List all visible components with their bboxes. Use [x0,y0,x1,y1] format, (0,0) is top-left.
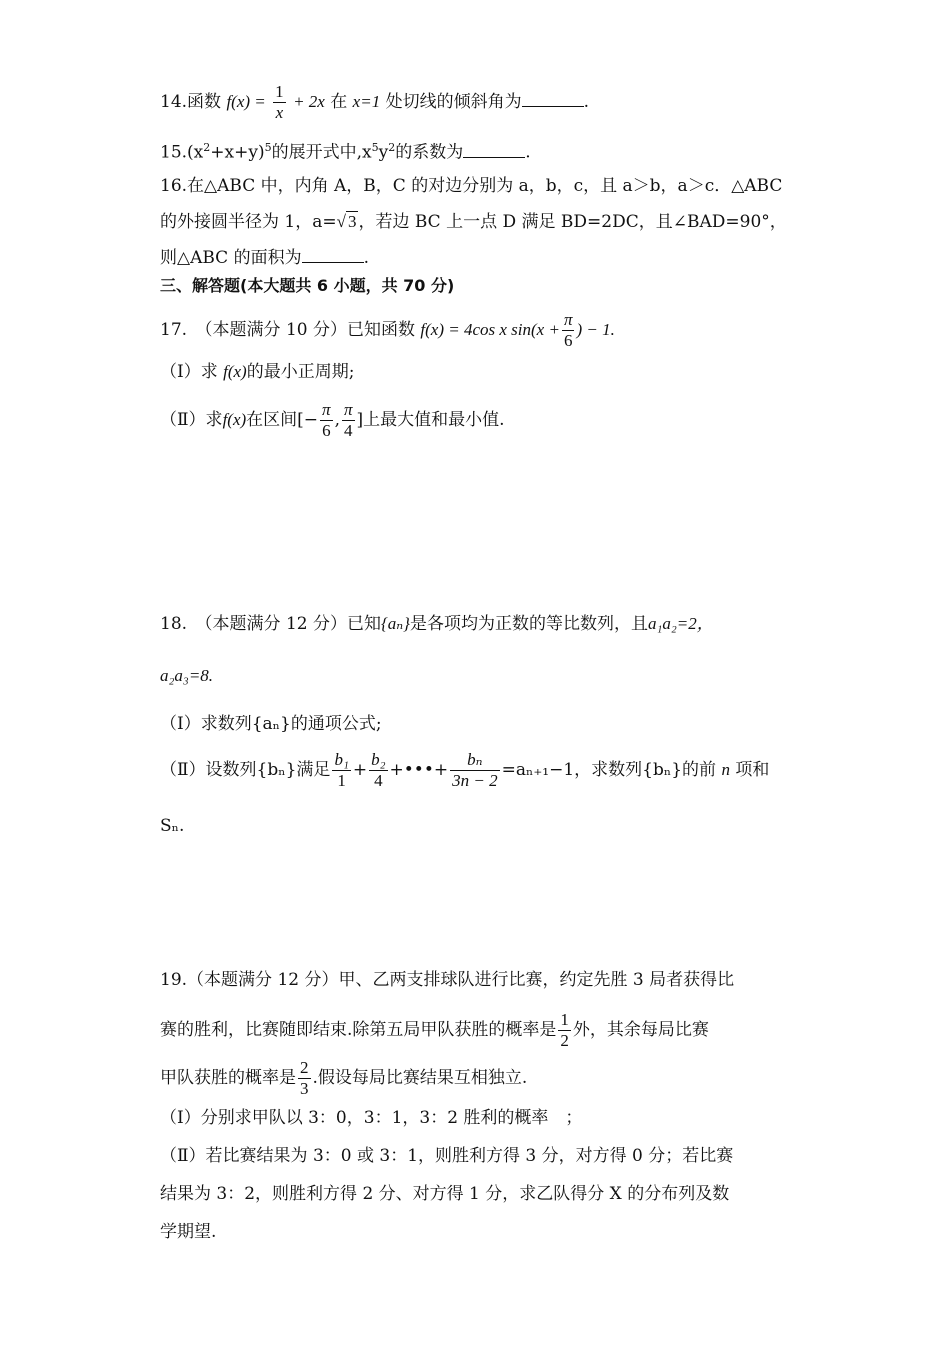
question-18: 18. （本题满分 12 分）已知{aₙ}是各项均为正数的等比数列，且a₁a₂=2， [160,614,714,634]
fraction: $\frac{1}{2}$ [560,1010,569,1050]
question-19-line-3: 甲队获胜的概率是 $\frac{2}{3}$ .假设每局比赛结果互相独立. [160,1058,528,1098]
fraction: $\frac{\pi}{6}$ [322,400,331,440]
question-16-line-2: 的外接圆半径为 1，a=√ 3 ，若边 BC 上一点 D 满足 BD=2DC，且∠BAD=90°， [160,212,787,232]
fraction: $\frac{2}{3}$ [300,1058,309,1098]
question-19-part-2-line-2: 结果为 3：2，则胜利方得 2 分、对方得 1 分，求乙队得分 X 的分布列及数 [160,1184,730,1204]
fraction: $\frac{\pi}{6}$ [563,310,573,350]
section-heading: 三、解答题(本大题共 6 小题，共 70 分) [160,276,455,295]
fraction: $\frac{1}{x}$ [275,82,284,122]
question-18-part-1: （Ⅰ）求数列{aₙ}的通项公式; [160,714,382,734]
answer-blank [522,90,584,107]
question-19-part-1: （Ⅰ）分别求甲队以 3：0，3：1，3：2 胜利的概率 ； [160,1108,583,1128]
question-16-line-3: 则△ABC 的面积为 . [160,248,369,268]
fraction: $\frac{\text{bₙ}}{3n - 2}$ [452,750,498,790]
sqrt: √ 3 [336,212,357,231]
question-18-part-2: （Ⅱ）设数列{bₙ}满足 $\frac{\text{b₁}}{1}$ + $\frac{\text{b₂}}{4}$ +•••+ $\frac{\text{bₙ}}{3n - 2}$ =aₙ₊₁−1，求数列{bₙ}的前 n 项和 [160,750,770,790]
question-17-part-1: （Ⅰ）求 f(x)的最小正周期; [160,362,355,382]
question-19-part-2-line-1: （Ⅱ）若比赛结果为 3：0 或 3：1，则胜利方得 3 分，对方得 0 分；若比赛 [160,1146,734,1166]
question-16-line-1: 16.在△ABC 中，内角 A，B，C 的对边分别为 a，b，c，且 a＞b，a＞c．△ABC [160,176,783,196]
fraction: $\frac{\pi}{4}$ [343,400,353,440]
fraction: $\frac{\text{b₁}}{1}$ [334,750,349,790]
fraction: $\frac{\text{b₂}}{4}$ [371,750,386,790]
answer-blank [463,141,525,158]
question-19-part-2-line-3: 学期望. [160,1222,217,1242]
question-18-line-sn: Sₙ. [160,816,185,836]
question-19-line-1: 19.（本题满分 12 分）甲、乙两支排球队进行比赛，约定先胜 3 局者获得比 [160,970,735,990]
question-17-part-2: （Ⅱ）求f(x)在区间[− $\frac{\pi}{6}$ , $\frac{\pi}{4}$ ]上最大值和最小值. [160,400,505,440]
question-18-line-2: a₂a₃=8. [160,666,214,685]
answer-blank [302,246,364,263]
question-15: $15.(x^2+x+y)^5$的展开式中$,x^5y^2$的系数为 . [160,141,531,163]
question-19-line-2: 赛的胜利，比赛随即结束.除第五局甲队获胜的概率是 $\frac{1}{2}$ 外，其余每局比赛 [160,1010,709,1050]
question-17: 17. （本题满分 10 分）已知函数 f(x) = 4cos x sin(x + $\frac{\pi}{6}$ ) − 1. [160,310,615,350]
question-14: 14.函数 f(x) = $\frac{1}{x}$ + 2x 在 x=1 处切线的倾斜角为 . [160,82,590,122]
